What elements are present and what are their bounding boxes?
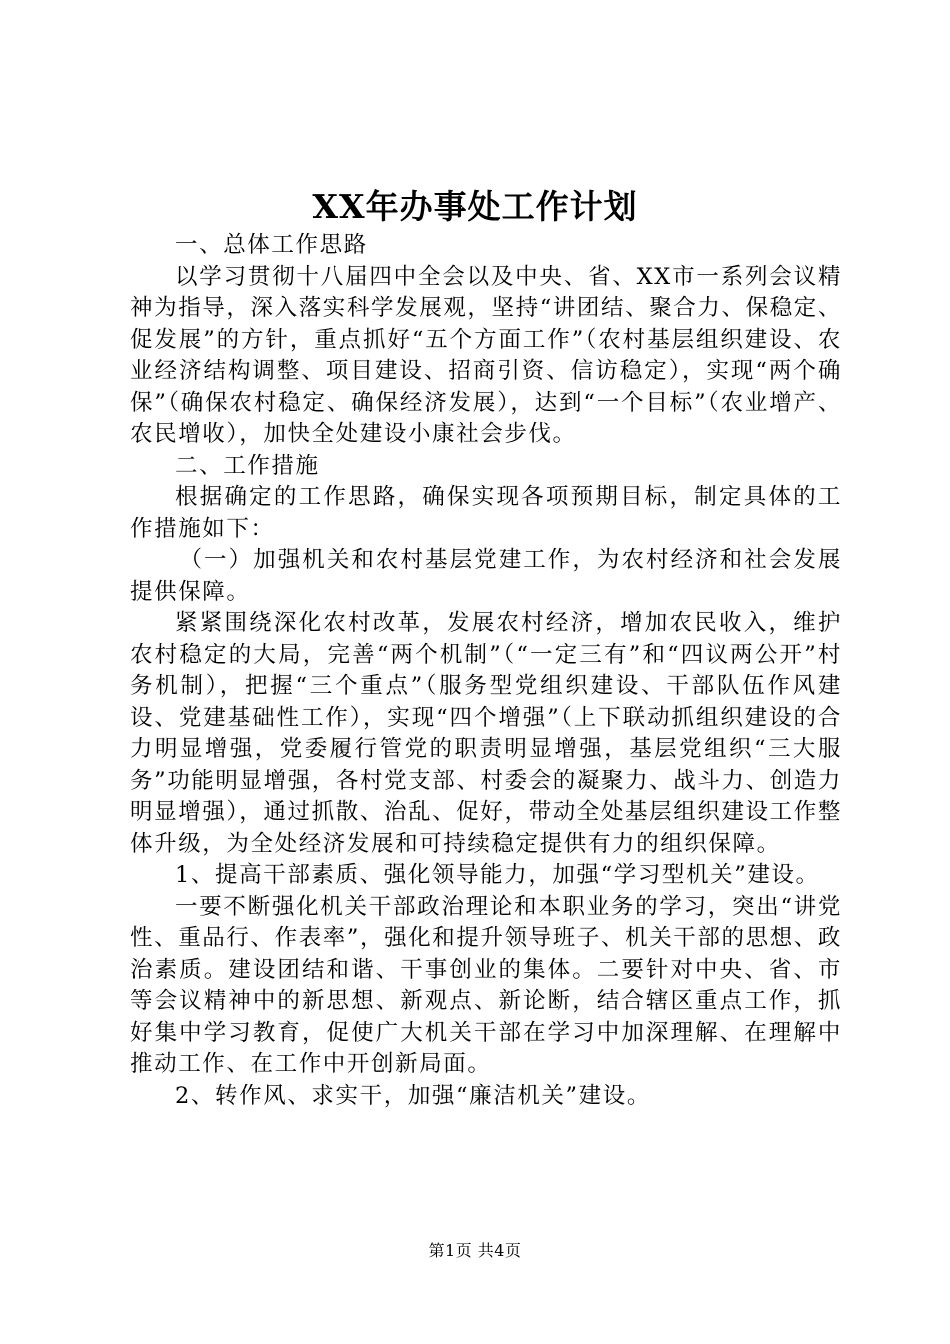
paragraph-learning-organ: 一要不断强化机关干部政治理论和本职业务的学习，突出“讲党性、重品行、作表率”，强化和提升领导班子、机关干部的思想、政治素质。建设团结和谐、干事创业的集体。二要针对中央、省、市等会议精神中的新思想、新观点、新论断，结合辖区重点工作，抓好集中学习教育，促使广大机关干部在学习中加深理解、在理解中推动工作、在工作中开创新局面。 [130,893,843,1077]
section-heading-overall-approach: 一、总体工作思路 [175,232,368,258]
paragraph-party-building: 紧紧围绕深化农村改革，发展农村经济，增加农民收入，维护农村稳定的大局，完善“两个机制”（“一定三有”和“四议两公开”村务机制），把握“三个重点”（服务型党组织建设、干部队伍作风建设、党建基础性工作），实现“四个增强”（上下联动抓组织建设的合力明显增强，党委履行管党的职责明显增强，基层党组织“三大服务”功能明显增强，各村党支部、村委会的凝聚力、战斗力、创造力明显增强），通过抓散、治乱、促好，带动全处基层组织建设工作整体升级，为全处经济发展和可持续稳定提供有力的组织保障。 [130,610,843,857]
document-title: XX年办事处工作计划 [312,187,638,226]
item-heading-learning-organ: 1、提高干部素质、强化领导能力，加强“学习型机关”建设。 [175,862,820,888]
subheading-party-building: （一）加强机关和农村基层党建工作，为农村经济和社会发展提供保障。 [130,547,842,605]
paragraph-measures-intro: 根据确定的工作思路，确保实现各项预期目标，制定具体的工作措施如下： [130,484,842,542]
paragraph-overall-approach: 以学习贯彻十八届四中全会以及中央、省、XX市一系列会议精神为指导，深入落实科学发展观，坚持“讲团结、聚合力、保稳定、促发展”的方针，重点抓好“五个方面工作”（农村基层组织建设、农业经济结构调整、项目建设、招商引资、信访稳定），实现“两个确保”（确保农村稳定、确保经济发展），达到“一个目标”（农业增产、农民增收），加快全处建设小康社会步伐。 [130,263,843,447]
page-number-footer: 第1页 共4页 [428,1241,522,1260]
section-heading-measures: 二、工作措施 [175,452,320,479]
document-body [130,230,842,1112]
item-heading-clean-organ: 2、转作风、求实干，加强“廉洁机关”建设。 [175,1082,651,1109]
